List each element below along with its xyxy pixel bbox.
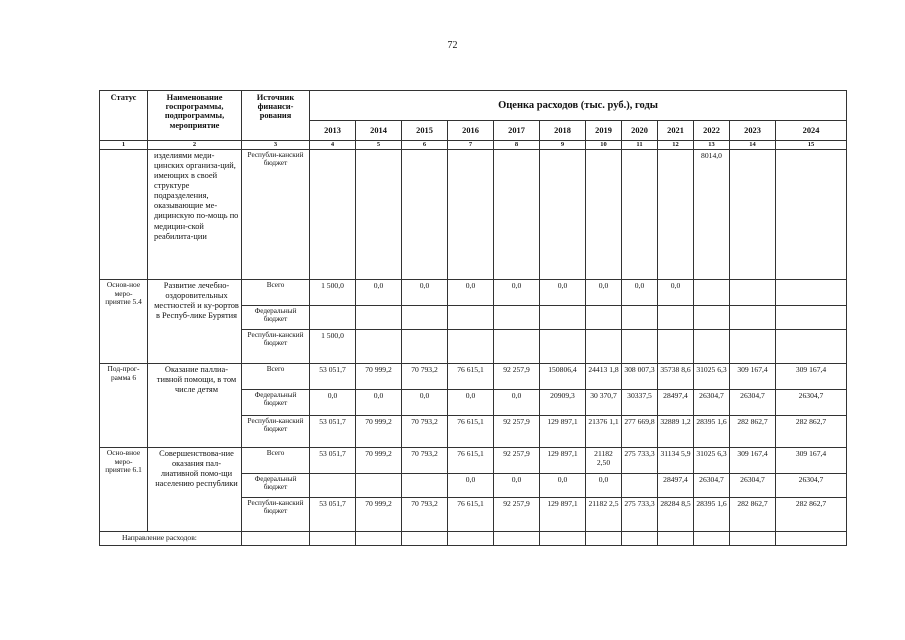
direction-row [100,532,847,546]
header-year: 2018 [540,121,586,141]
value-cell [586,330,622,364]
value-cell: 20909,3 [540,390,586,416]
value-cell [448,330,494,364]
header-year: 2022 [694,121,730,141]
page-number: 72 [447,40,458,51]
header-year: 2024 [776,121,847,141]
value-cell [448,150,494,280]
value-cell: 53 051,7 [310,416,356,448]
value-cell [658,306,694,330]
funding-source-cell: Республи-канский бюджет [242,150,310,280]
header-year: 2017 [494,121,540,141]
status-cell: Основ-ное меро-приятие 5.4 [100,280,148,364]
column-index: 1 [100,141,148,150]
value-cell: 70 999,2 [356,498,402,532]
table-body [100,91,847,546]
header-estimate: Оценка расходов (тыс. руб.), годы [310,91,847,121]
empty-cell [310,532,356,546]
value-cell [310,474,356,498]
value-cell [356,150,402,280]
value-cell: 0,0 [494,474,540,498]
value-cell: 28497,4 [658,390,694,416]
value-cell: 76 615,1 [448,498,494,532]
value-cell [776,306,847,330]
column-index: 5 [356,141,402,150]
value-cell: 150806,4 [540,364,586,390]
empty-cell [402,532,448,546]
value-cell [622,306,658,330]
empty-cell [242,532,310,546]
header-year: 2014 [356,121,402,141]
value-cell [494,330,540,364]
value-cell: 26304,7 [776,474,847,498]
value-cell: 70 999,2 [356,364,402,390]
value-cell: 26304,7 [730,390,776,416]
header-name: Наименование госпрограммы, подпрограммы, мероприятие [148,91,242,141]
header-year: 2023 [730,121,776,141]
value-cell [694,330,730,364]
value-cell: 26304,7 [776,390,847,416]
value-cell: 0,0 [310,390,356,416]
value-cell: 92 257,9 [494,416,540,448]
empty-cell [586,532,622,546]
column-index: 2 [148,141,242,150]
direction-label: Направление расходов: [100,532,242,546]
table-row [100,364,847,390]
value-cell: 8014,0 [694,150,730,280]
value-cell: 70 793,2 [402,364,448,390]
column-index: 10 [586,141,622,150]
column-index: 4 [310,141,356,150]
budget-table [99,90,847,546]
header-year: 2021 [658,121,694,141]
funding-source-cell: Республи-канский бюджет [242,416,310,448]
value-cell: 1 500,0 [310,330,356,364]
program-name-cell: изделиями меди-цинских организа-ций, имеющих в своей структуре подразделения, оказывающие ме-дицинскую по-мощь по медицин-ской реабилита-ции [148,150,242,280]
value-cell: 0,0 [494,390,540,416]
value-cell: 26304,7 [694,390,730,416]
value-cell: 30 370,7 [586,390,622,416]
value-cell: 0,0 [586,474,622,498]
value-cell: 0,0 [494,280,540,306]
value-cell [622,474,658,498]
value-cell: 76 615,1 [448,448,494,474]
value-cell [622,150,658,280]
value-cell [402,474,448,498]
column-index: 7 [448,141,494,150]
empty-cell [448,532,494,546]
value-cell: 0,0 [586,280,622,306]
column-index: 14 [730,141,776,150]
value-cell: 282 862,7 [730,416,776,448]
value-cell: 0,0 [356,390,402,416]
table-row [100,150,847,280]
header-year: 2015 [402,121,448,141]
value-cell [694,306,730,330]
value-cell [586,150,622,280]
header-year: 2020 [622,121,658,141]
column-index: 3 [242,141,310,150]
value-cell: 275 733,3 [622,448,658,474]
value-cell: 28497,4 [658,474,694,498]
column-index: 8 [494,141,540,150]
value-cell: 21182 2,5 [586,498,622,532]
value-cell [540,330,586,364]
column-index: 11 [622,141,658,150]
header-year: 2016 [448,121,494,141]
value-cell: 0,0 [402,280,448,306]
value-cell: 309 167,4 [776,448,847,474]
value-cell: 32889 1,2 [658,416,694,448]
funding-source-cell: Федеральный бюджет [242,306,310,330]
value-cell: 309 167,4 [730,364,776,390]
value-cell: 28284 8,5 [658,498,694,532]
header-year: 2013 [310,121,356,141]
value-cell: 0,0 [402,390,448,416]
value-cell: 70 793,2 [402,448,448,474]
header-row [100,91,847,121]
value-cell: 92 257,9 [494,498,540,532]
empty-cell [356,532,402,546]
funding-source-cell: Республи-канский бюджет [242,498,310,532]
value-cell: 28395 1,6 [694,498,730,532]
value-cell: 24413 1,8 [586,364,622,390]
program-name-cell: Развитие лечебно-оздоровительных местностей и ку-рортов в Респуб-лике Бурятия [148,280,242,364]
funding-source-cell: Федеральный бюджет [242,390,310,416]
value-cell: 30337,5 [622,390,658,416]
value-cell: 31025 6,3 [694,364,730,390]
value-cell: 92 257,9 [494,448,540,474]
value-cell: 26304,7 [694,474,730,498]
value-cell: 92 257,9 [494,364,540,390]
empty-cell [730,532,776,546]
value-cell: 0,0 [540,280,586,306]
value-cell [622,330,658,364]
value-cell: 0,0 [540,474,586,498]
value-cell [494,306,540,330]
funding-source-cell: Республи-канский бюджет [242,330,310,364]
value-cell: 275 733,3 [622,498,658,532]
header-status: Статус [100,91,148,141]
value-cell [658,150,694,280]
value-cell [310,150,356,280]
value-cell [356,306,402,330]
value-cell [494,150,540,280]
table-row [100,280,847,306]
value-cell: 21182 2,50 [586,448,622,474]
value-cell: 28395 1,6 [694,416,730,448]
value-cell: 31134 5,9 [658,448,694,474]
value-cell: 309 167,4 [776,364,847,390]
value-cell: 70 793,2 [402,416,448,448]
program-name-cell: Оказание паллиа-тивной помощи, в том числе детям [148,364,242,448]
value-cell: 53 051,7 [310,364,356,390]
value-cell [448,306,494,330]
value-cell: 282 862,7 [776,416,847,448]
value-cell: 0,0 [356,280,402,306]
value-cell [776,150,847,280]
value-cell: 0,0 [622,280,658,306]
value-cell [776,330,847,364]
status-cell: Под-прог-рамма 6 [100,364,148,448]
value-cell [402,330,448,364]
value-cell [730,150,776,280]
value-cell [402,306,448,330]
value-cell: 0,0 [658,280,694,306]
header-source: Источник финанси-рования [242,91,310,141]
value-cell: 129 897,1 [540,448,586,474]
value-cell: 129 897,1 [540,498,586,532]
value-cell [586,306,622,330]
table-row [100,448,847,474]
value-cell: 35738 8,6 [658,364,694,390]
status-cell [100,150,148,280]
column-index: 12 [658,141,694,150]
value-cell: 309 167,4 [730,448,776,474]
funding-source-cell: Всего [242,448,310,474]
value-cell: 21376 1,1 [586,416,622,448]
empty-cell [494,532,540,546]
index-row [100,141,847,150]
funding-source-cell: Всего [242,364,310,390]
value-cell: 70 999,2 [356,448,402,474]
value-cell [356,474,402,498]
value-cell: 277 669,8 [622,416,658,448]
empty-cell [694,532,730,546]
value-cell: 53 051,7 [310,448,356,474]
value-cell [540,306,586,330]
column-index: 6 [402,141,448,150]
value-cell [402,150,448,280]
empty-cell [622,532,658,546]
value-cell [356,330,402,364]
status-cell: Осно-вное меро-приятие 6.1 [100,448,148,532]
value-cell: 53 051,7 [310,498,356,532]
funding-source-cell: Федеральный бюджет [242,474,310,498]
empty-cell [776,532,847,546]
value-cell: 76 615,1 [448,364,494,390]
value-cell [694,280,730,306]
value-cell: 282 862,7 [730,498,776,532]
value-cell: 31025 6,3 [694,448,730,474]
header-year: 2019 [586,121,622,141]
value-cell [730,330,776,364]
program-name-cell: Совершенствова-ние оказания пал-лиативной помо-щи населению республики [148,448,242,532]
column-index: 9 [540,141,586,150]
value-cell: 308 007,3 [622,364,658,390]
value-cell: 0,0 [448,390,494,416]
value-cell: 1 500,0 [310,280,356,306]
value-cell [730,306,776,330]
empty-cell [658,532,694,546]
value-cell: 129 897,1 [540,416,586,448]
value-cell [658,330,694,364]
value-cell: 26304,7 [730,474,776,498]
funding-source-cell: Всего [242,280,310,306]
value-cell: 76 615,1 [448,416,494,448]
column-index: 13 [694,141,730,150]
empty-cell [540,532,586,546]
value-cell: 0,0 [448,280,494,306]
value-cell: 70 793,2 [402,498,448,532]
value-cell: 0,0 [448,474,494,498]
value-cell [730,280,776,306]
value-cell: 70 999,2 [356,416,402,448]
value-cell [310,306,356,330]
value-cell [776,280,847,306]
value-cell: 282 862,7 [776,498,847,532]
value-cell [540,150,586,280]
column-index: 15 [776,141,847,150]
